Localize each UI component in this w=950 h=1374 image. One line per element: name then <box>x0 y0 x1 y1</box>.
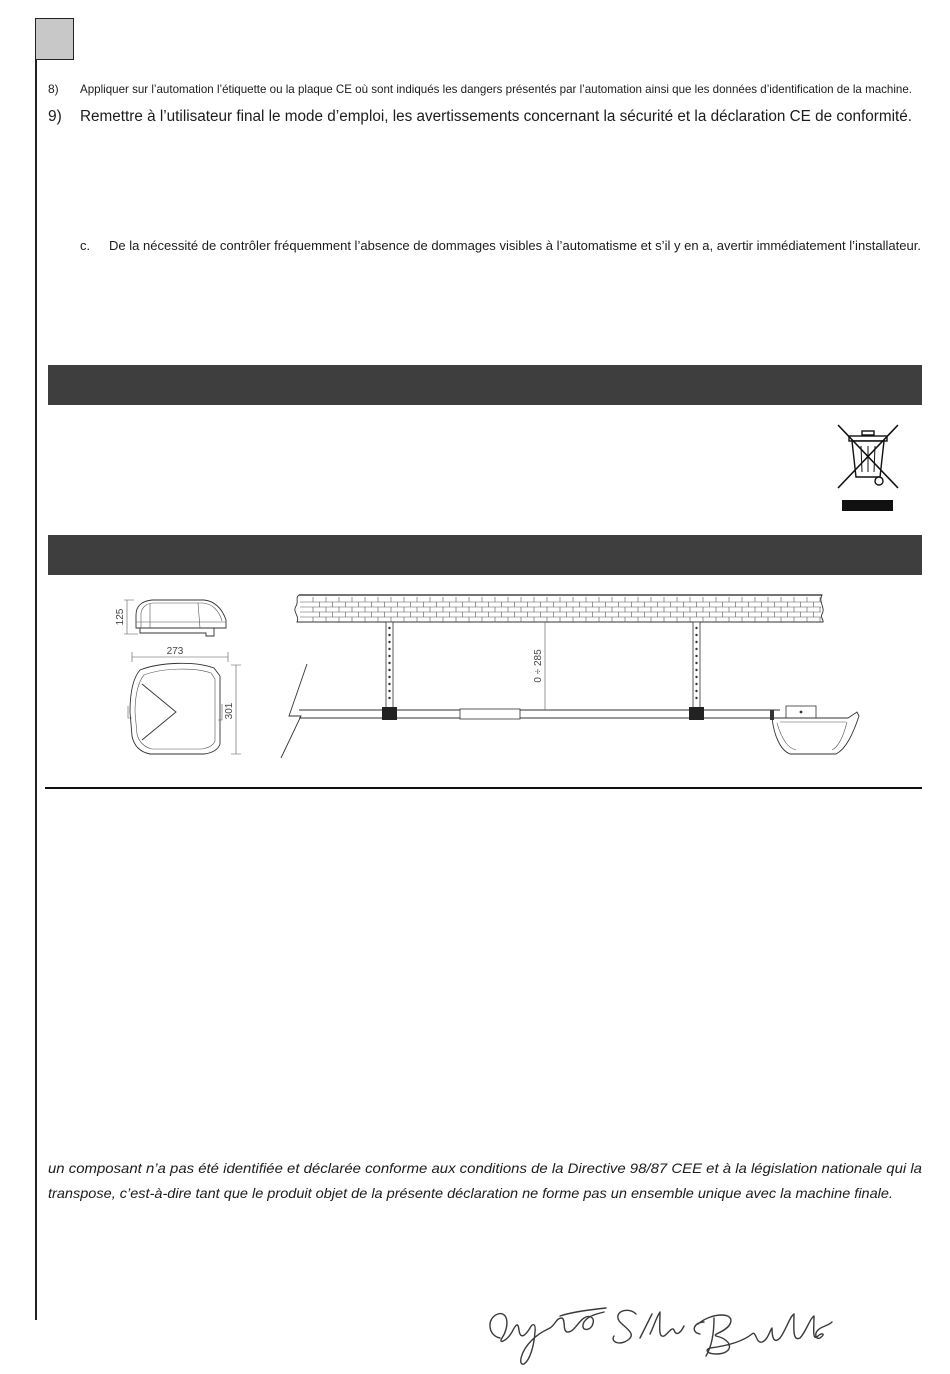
instruction-c-marker: c. <box>80 238 91 253</box>
door-break-line <box>281 664 307 758</box>
ceiling-bracket-left <box>382 622 397 720</box>
motor-side-details <box>136 603 226 628</box>
bin-underline-bar <box>842 500 893 511</box>
bin-lid <box>849 436 887 441</box>
motor-top-view <box>128 663 222 754</box>
signature-cross-stroke <box>560 1308 606 1316</box>
motor-top-chevron <box>142 684 176 740</box>
instruction-8-text: Appliquer sur l’automation l’étiquette ou la plaque CE où sont indiqués les dangers présentés par l’automation ainsi que les données d’identification de la machine. <box>80 82 912 96</box>
bin-handle <box>862 431 874 435</box>
dimension-depth-label: 301 <box>224 702 235 720</box>
motor-side-outline <box>136 600 226 628</box>
bracket-clamp <box>689 707 704 720</box>
rail-lines <box>299 710 780 718</box>
ceiling-bracket-right <box>689 622 704 720</box>
dimension-bracket-range <box>533 622 545 710</box>
motor-side-base <box>140 628 214 636</box>
motor-head-unit <box>770 706 859 754</box>
motor-side-inner-line <box>141 603 222 628</box>
instruction-9-text: Remettre à l’utilisateur final le mode d’emploi, les avertissements concernant la sécurité et la déclaration CE de conformité. <box>80 108 912 125</box>
declaration-line-1: un composant n’a pas été identifiée et déclarée conforme aux conditions de la Directive 98/87 CEE et à la législation nationale qui la <box>48 1160 923 1176</box>
weee-crossed-bin-icon <box>838 425 898 511</box>
signature <box>490 1308 832 1364</box>
motor-housing <box>772 712 859 754</box>
rail-end-bolt <box>800 711 803 714</box>
motor-housing-details <box>777 722 847 750</box>
motor-top-side-clips <box>128 704 222 720</box>
instruction-c-text: De la nécessité de contrôler fréquemment l’absence de dommages visibles à l’automatisme et s’il y en a, avertir immédiatement l’installateur. <box>109 238 922 253</box>
dimension-range-label: 0 ÷ 285 <box>533 649 544 683</box>
declaration-line-2: transpose, c’est-à-dire tant que le produit objet de la présente déclaration ne forme pas un ensemble unique avec la machine finale. <box>48 1185 893 1201</box>
dimension-width <box>132 646 228 662</box>
instruction-8-marker: 8) <box>48 82 59 96</box>
bin-wheel <box>875 477 883 485</box>
motor-top-inner-outline <box>135 669 215 749</box>
motor-side-view <box>136 600 226 636</box>
dimension-width-label: 273 <box>166 646 184 657</box>
dimension-height <box>115 600 138 634</box>
dimension-depth <box>224 665 241 754</box>
dimension-height-label: 125 <box>115 608 126 626</box>
signature-word-1 <box>490 1312 604 1364</box>
brick-lines <box>300 597 821 622</box>
bracket-clamp <box>382 707 397 720</box>
rail-joint <box>460 709 520 719</box>
ceiling-brick-wall <box>295 595 823 622</box>
ceiling-outline <box>295 595 823 622</box>
guide-rail <box>299 709 780 719</box>
instruction-9-marker: 9) <box>48 108 62 125</box>
signature-word-3 <box>694 1314 832 1356</box>
motor-top-outline <box>130 663 220 754</box>
signature-word-2 <box>613 1310 684 1343</box>
